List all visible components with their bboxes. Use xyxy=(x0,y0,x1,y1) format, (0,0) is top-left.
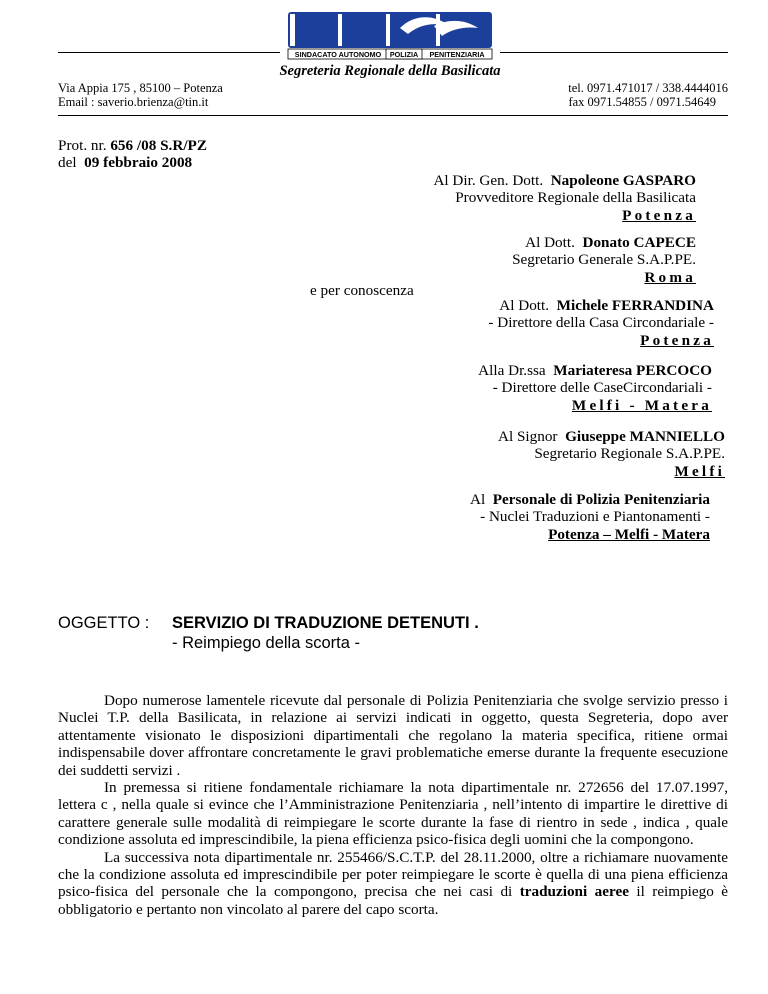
date-value: 09 febbraio 2008 xyxy=(84,154,193,171)
letterhead-subtitle: Segreteria Regionale della Basilicata xyxy=(279,63,501,79)
recipient-place: Potenza xyxy=(640,331,714,349)
recipient-place: Roma xyxy=(644,268,696,286)
recipient-block-3 xyxy=(300,297,714,349)
recipient-role: - Direttore della Casa Circondariale - xyxy=(488,314,714,332)
recipient-place: Potenza xyxy=(622,206,696,224)
recipient-block-2 xyxy=(300,234,696,286)
address-line-1: Via Appia 175 , 85100 – Potenza xyxy=(58,81,223,95)
recipient-place: Melfi xyxy=(674,462,725,480)
recipient-role: Provveditore Regionale della Basilicata xyxy=(455,189,696,207)
subject-label: OGGETTO : xyxy=(58,614,150,632)
recipient-prefix: Alla Dr.ssa xyxy=(478,362,546,379)
recipient-prefix: Al Dir. Gen. Dott. xyxy=(433,172,544,189)
recipient-prefix: Al Dott. xyxy=(525,234,575,251)
logo-word-sindacato: SINDACATO AUTONOMO xyxy=(294,50,382,59)
per-conoscenza: e per conoscenza xyxy=(310,282,414,299)
protocol-value: 656 /08 S.R/PZ xyxy=(110,137,207,154)
recipient-name: Mariateresa PERCOCO xyxy=(553,362,712,379)
recipient-prefix: Al Dott. xyxy=(499,297,550,314)
recipient-block-4 xyxy=(300,362,712,414)
recipient-role: Segretario Regionale S.A.P.PE. xyxy=(534,445,725,463)
body-paragraph-2: In premessa si ritiene fondamentale richiamare la nota dipartimentale nr. 272656 del 17.07.1997, lettera c , nella quale si evince che l’Amministrazione Penitenziaria , nell’intento di impartire le direttive di carattere generale sulle modalità di reimpiegare le scorte durante la fase di rientro in sede , indica , quale condizione assoluta ed imprescindibile, la piena efficienza psico-fisica degli uomini che la compongono. xyxy=(58,779,728,849)
recipient-name: Personale di Polizia Penitenziaria xyxy=(492,491,710,508)
recipient-role: Segretario Generale S.A.P.PE. xyxy=(512,251,696,269)
protocol-number xyxy=(58,137,207,154)
recipient-name: Napoleone GASPARO xyxy=(550,172,696,189)
header-rule-left xyxy=(58,52,280,53)
recipient-block-6 xyxy=(300,491,710,543)
subject-subtitle: - Reimpiego della scorta - xyxy=(172,634,360,652)
protocol-date xyxy=(58,154,192,171)
date-label: del xyxy=(58,154,77,171)
recipient-block-5 xyxy=(300,428,725,480)
sappe-logo xyxy=(282,8,498,60)
recipient-name: Giuseppe MANNIELLO xyxy=(565,428,725,445)
recipient-prefix: Al xyxy=(469,491,486,508)
recipient-prefix: Al Signor xyxy=(497,428,558,445)
recipient-name: Michele FERRANDINA xyxy=(556,297,714,314)
fax-line: fax 0971.54855 / 0971.54649 xyxy=(568,95,716,109)
body-paragraph-1: Dopo numerose lamentele ricevute dal personale di Polizia Penitenziaria che svolge servizio presso i Nuclei T.P. della Basilicata, in relazione ai servizi indicati in oggetto, questa Segreteria, dopo aver attentamente visionato le disposizioni dipartimentali che regolano la materia specifica, ritiene ormai indispensabile dover affrontare concretamente le gravi problematiche emerse durante la frequente esecuzione dei suddetti servizi . xyxy=(58,692,728,779)
body-paragraph-3 xyxy=(58,849,728,919)
recipient-place: Potenza – Melfi - Matera xyxy=(548,525,710,543)
recipient-block-1 xyxy=(300,172,696,224)
recipient-name: Donato CAPECE xyxy=(582,234,696,251)
recipient-role: - Nuclei Traduzioni e Piantonamenti - xyxy=(480,508,710,526)
address-rule xyxy=(58,115,728,116)
recipient-role: - Direttore delle CaseCircondariali - xyxy=(492,379,712,397)
letter-body xyxy=(58,692,728,918)
header-rule-right xyxy=(500,52,728,53)
phone-line: tel. 0971.471017 / 338.4444016 xyxy=(568,81,728,95)
body-paragraph-3-bold: traduzioni aeree xyxy=(519,883,629,901)
body-paragraph-3-start: La successiva nota dipartimentale nr. 255466/S.C.T.P. del 28.11.2000, oltre a richiamare nuovamente che la condizione assoluta ed imprescindibile per poter reimpiegare le scorte è quella di una piena efficienza psico-fisica del personale che la compongono, precisa che nei casi di xyxy=(58,848,728,901)
body-paragraph-3-end: il reimpiego è obbligatorio e pertanto non vincolato al parere del capo scorta. xyxy=(58,883,729,918)
logo-word-penitenziaria: PENITENZIARIA xyxy=(429,50,485,59)
protocol-label: Prot. nr. xyxy=(58,137,107,154)
email-line: Email : saverio.brienza@tin.it xyxy=(58,95,209,109)
subject-title: SERVIZIO DI TRADUZIONE DETENUTI . xyxy=(172,614,479,632)
logo-word-polizia: POLIZIA xyxy=(389,50,419,59)
recipient-place: Melfi - Matera xyxy=(571,396,712,414)
